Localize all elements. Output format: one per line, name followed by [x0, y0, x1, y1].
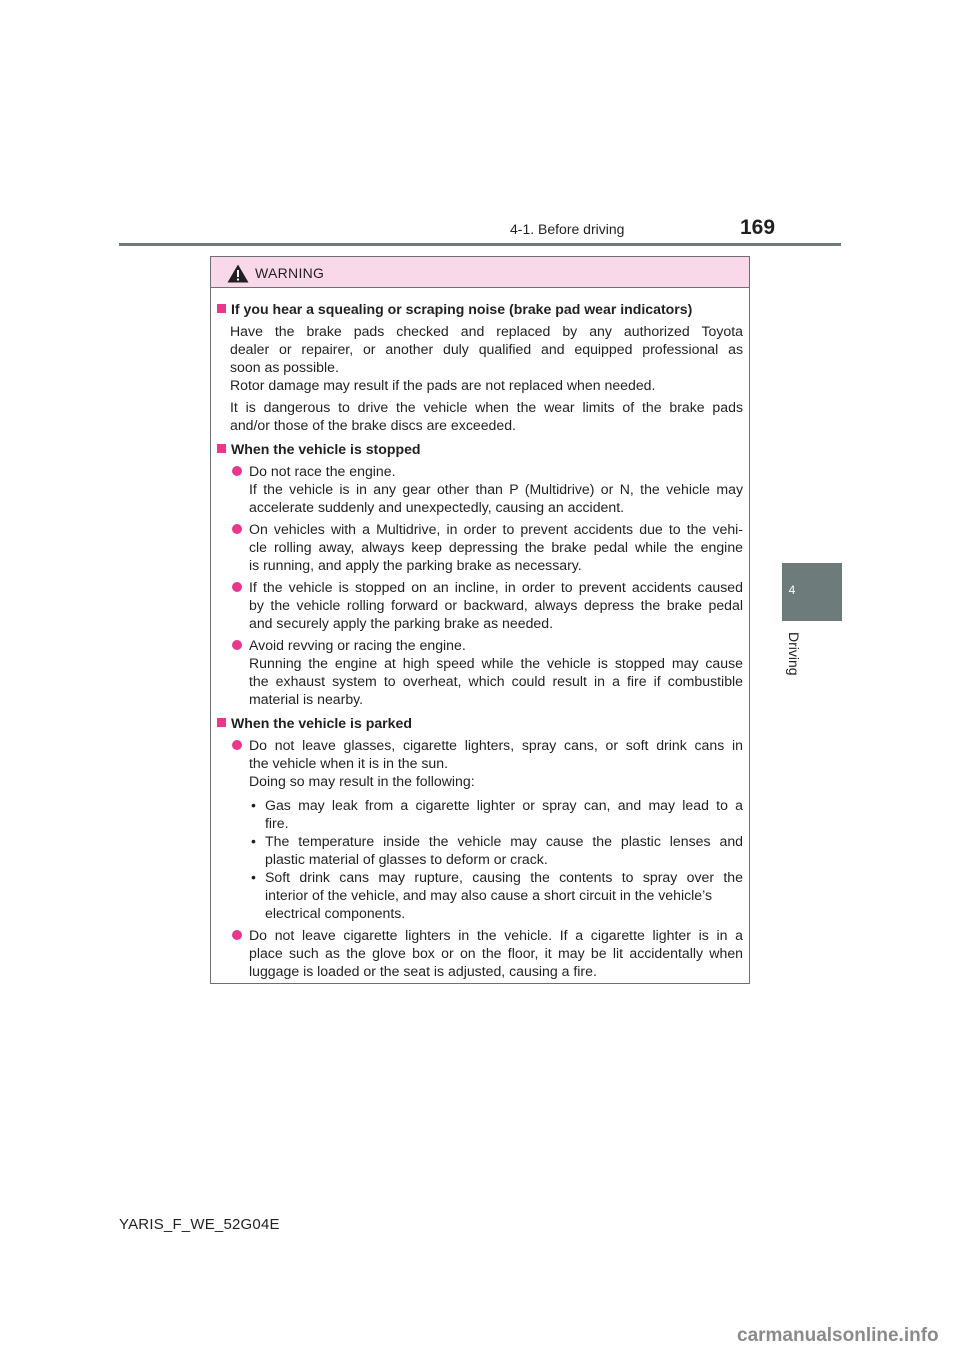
- text-line: The temperature inside the vehicle may cause the plastic lenses and: [265, 833, 743, 849]
- sub-list-item: [249, 832, 743, 868]
- text-line: Have the brake pads checked and replaced by any authorized Toyota: [230, 323, 743, 339]
- text-line: place such as the glove box or on the floor, it may be lit accidentally when: [249, 945, 743, 961]
- text-line: by the vehicle rolling forward or backward, always depress the brake pedal: [249, 597, 743, 613]
- chapter-number: 4: [788, 583, 796, 597]
- text-line: accelerate suddenly and unexpectedly, causing an accident.: [249, 499, 625, 515]
- list-item: [217, 578, 743, 632]
- circle-bullet-icon: [232, 740, 242, 750]
- text-line: Rotor damage may result if the pads are not replaced when needed.: [230, 377, 656, 393]
- sub-list-item: [249, 796, 743, 832]
- text-line: and securely apply the parking brake as needed.: [249, 615, 553, 631]
- text-line: On vehicles with a Multidrive, in order to prevent accidents due to the vehi-: [249, 521, 743, 537]
- section-title-text: If you hear a squealing or scraping noise (brake pad wear indicators): [231, 301, 693, 317]
- list-item: [217, 636, 743, 708]
- text-line: It is dangerous to drive the vehicle when the wear limits of the brake pads: [230, 399, 743, 415]
- warning-triangle-icon: [227, 264, 249, 283]
- watermark: carmanualsonline.info: [737, 1325, 939, 1346]
- text-line: is running, and apply the parking brake as necessary.: [249, 557, 582, 573]
- text-line: Running the engine at high speed while the vehicle is stopped may cause: [249, 655, 743, 671]
- text-line: Doing so may result in the following:: [249, 773, 475, 789]
- chapter-tab[interactable]: [782, 563, 842, 621]
- sub-bullet-mark: •: [251, 869, 256, 885]
- warning-header: [211, 257, 749, 288]
- text-line: Soft drink cans may rupture, causing the contents to spray over the: [265, 869, 743, 885]
- text-line: and/or those of the brake discs are exceeded.: [230, 417, 516, 433]
- list-item: [217, 926, 743, 980]
- chapter-label: Driving: [786, 632, 802, 676]
- list-item: [217, 462, 743, 516]
- warning-box: [210, 256, 750, 984]
- circle-bullet-icon: [232, 582, 242, 592]
- square-bullet-icon: [217, 304, 226, 313]
- text-line: If the vehicle is stopped on an incline, in order to prevent accidents caused: [249, 579, 743, 595]
- square-bullet-icon: [217, 444, 226, 453]
- section-title-text: When the vehicle is stopped: [231, 441, 421, 457]
- text-line: plastic material of glasses to deform or crack.: [265, 851, 548, 867]
- sub-list-item: [249, 868, 743, 922]
- text-line: dealer or repairer, or another duly qualified and equipped professional as: [230, 341, 743, 357]
- section-title: 4-1. Before driving: [510, 221, 625, 237]
- text-line: cle rolling away, always keep depressing the brake pedal while the engine: [249, 539, 743, 555]
- sub-bullet-mark: •: [251, 797, 256, 813]
- text-line: fire.: [265, 815, 289, 831]
- section-vehicle-stopped-title: [217, 440, 743, 458]
- section-title-text: When the vehicle is parked: [231, 715, 412, 731]
- circle-bullet-icon: [232, 930, 242, 940]
- text-line: Gas may leak from a cigarette lighter or spray can, and may lead to a: [265, 797, 743, 813]
- text-line: Do not leave cigarette lighters in the vehicle. If a cigarette lighter is in a: [249, 927, 743, 943]
- list-item: [217, 520, 743, 574]
- text-line: the vehicle when it is in the sun.: [249, 755, 448, 771]
- text-line: Do not race the engine.: [249, 463, 396, 479]
- text-line: soon as possible.: [230, 359, 339, 375]
- list-item: [217, 736, 743, 790]
- text-line: the exhaust system to overheat, which could result in a fire if combustible: [249, 673, 743, 689]
- text-line: Do not leave glasses, cigarette lighters, spray cans, or soft drink cans in: [249, 737, 743, 753]
- text-line: interior of the vehicle, and may also cause a short circuit in the vehicle’s: [265, 887, 713, 903]
- page-number: 169: [740, 216, 776, 239]
- text-line: luggage is loaded or the seat is adjusted, causing a fire.: [249, 963, 597, 979]
- paragraph: [217, 398, 743, 434]
- sub-bullet-mark: •: [251, 833, 256, 849]
- text-line: material is nearby.: [249, 691, 364, 707]
- sub-list: [217, 796, 743, 922]
- section-vehicle-parked-title: [217, 714, 743, 732]
- circle-bullet-icon: [232, 466, 242, 476]
- warning-body: [211, 288, 749, 980]
- paragraph: [217, 322, 743, 394]
- warning-title: WARNING: [255, 265, 325, 281]
- document-code: YARIS_F_WE_52G04E: [119, 1216, 280, 1233]
- section-brake-pad-noise-title: [217, 300, 743, 318]
- circle-bullet-icon: [232, 640, 242, 650]
- square-bullet-icon: [217, 718, 226, 727]
- text-line: If the vehicle is in any gear other than P (Multidrive) or N, the vehicle may: [249, 481, 743, 497]
- text-line: electrical components.: [265, 905, 406, 921]
- circle-bullet-icon: [232, 524, 242, 534]
- text-line: Avoid revving or racing the engine.: [249, 637, 466, 653]
- header-divider: [119, 243, 841, 246]
